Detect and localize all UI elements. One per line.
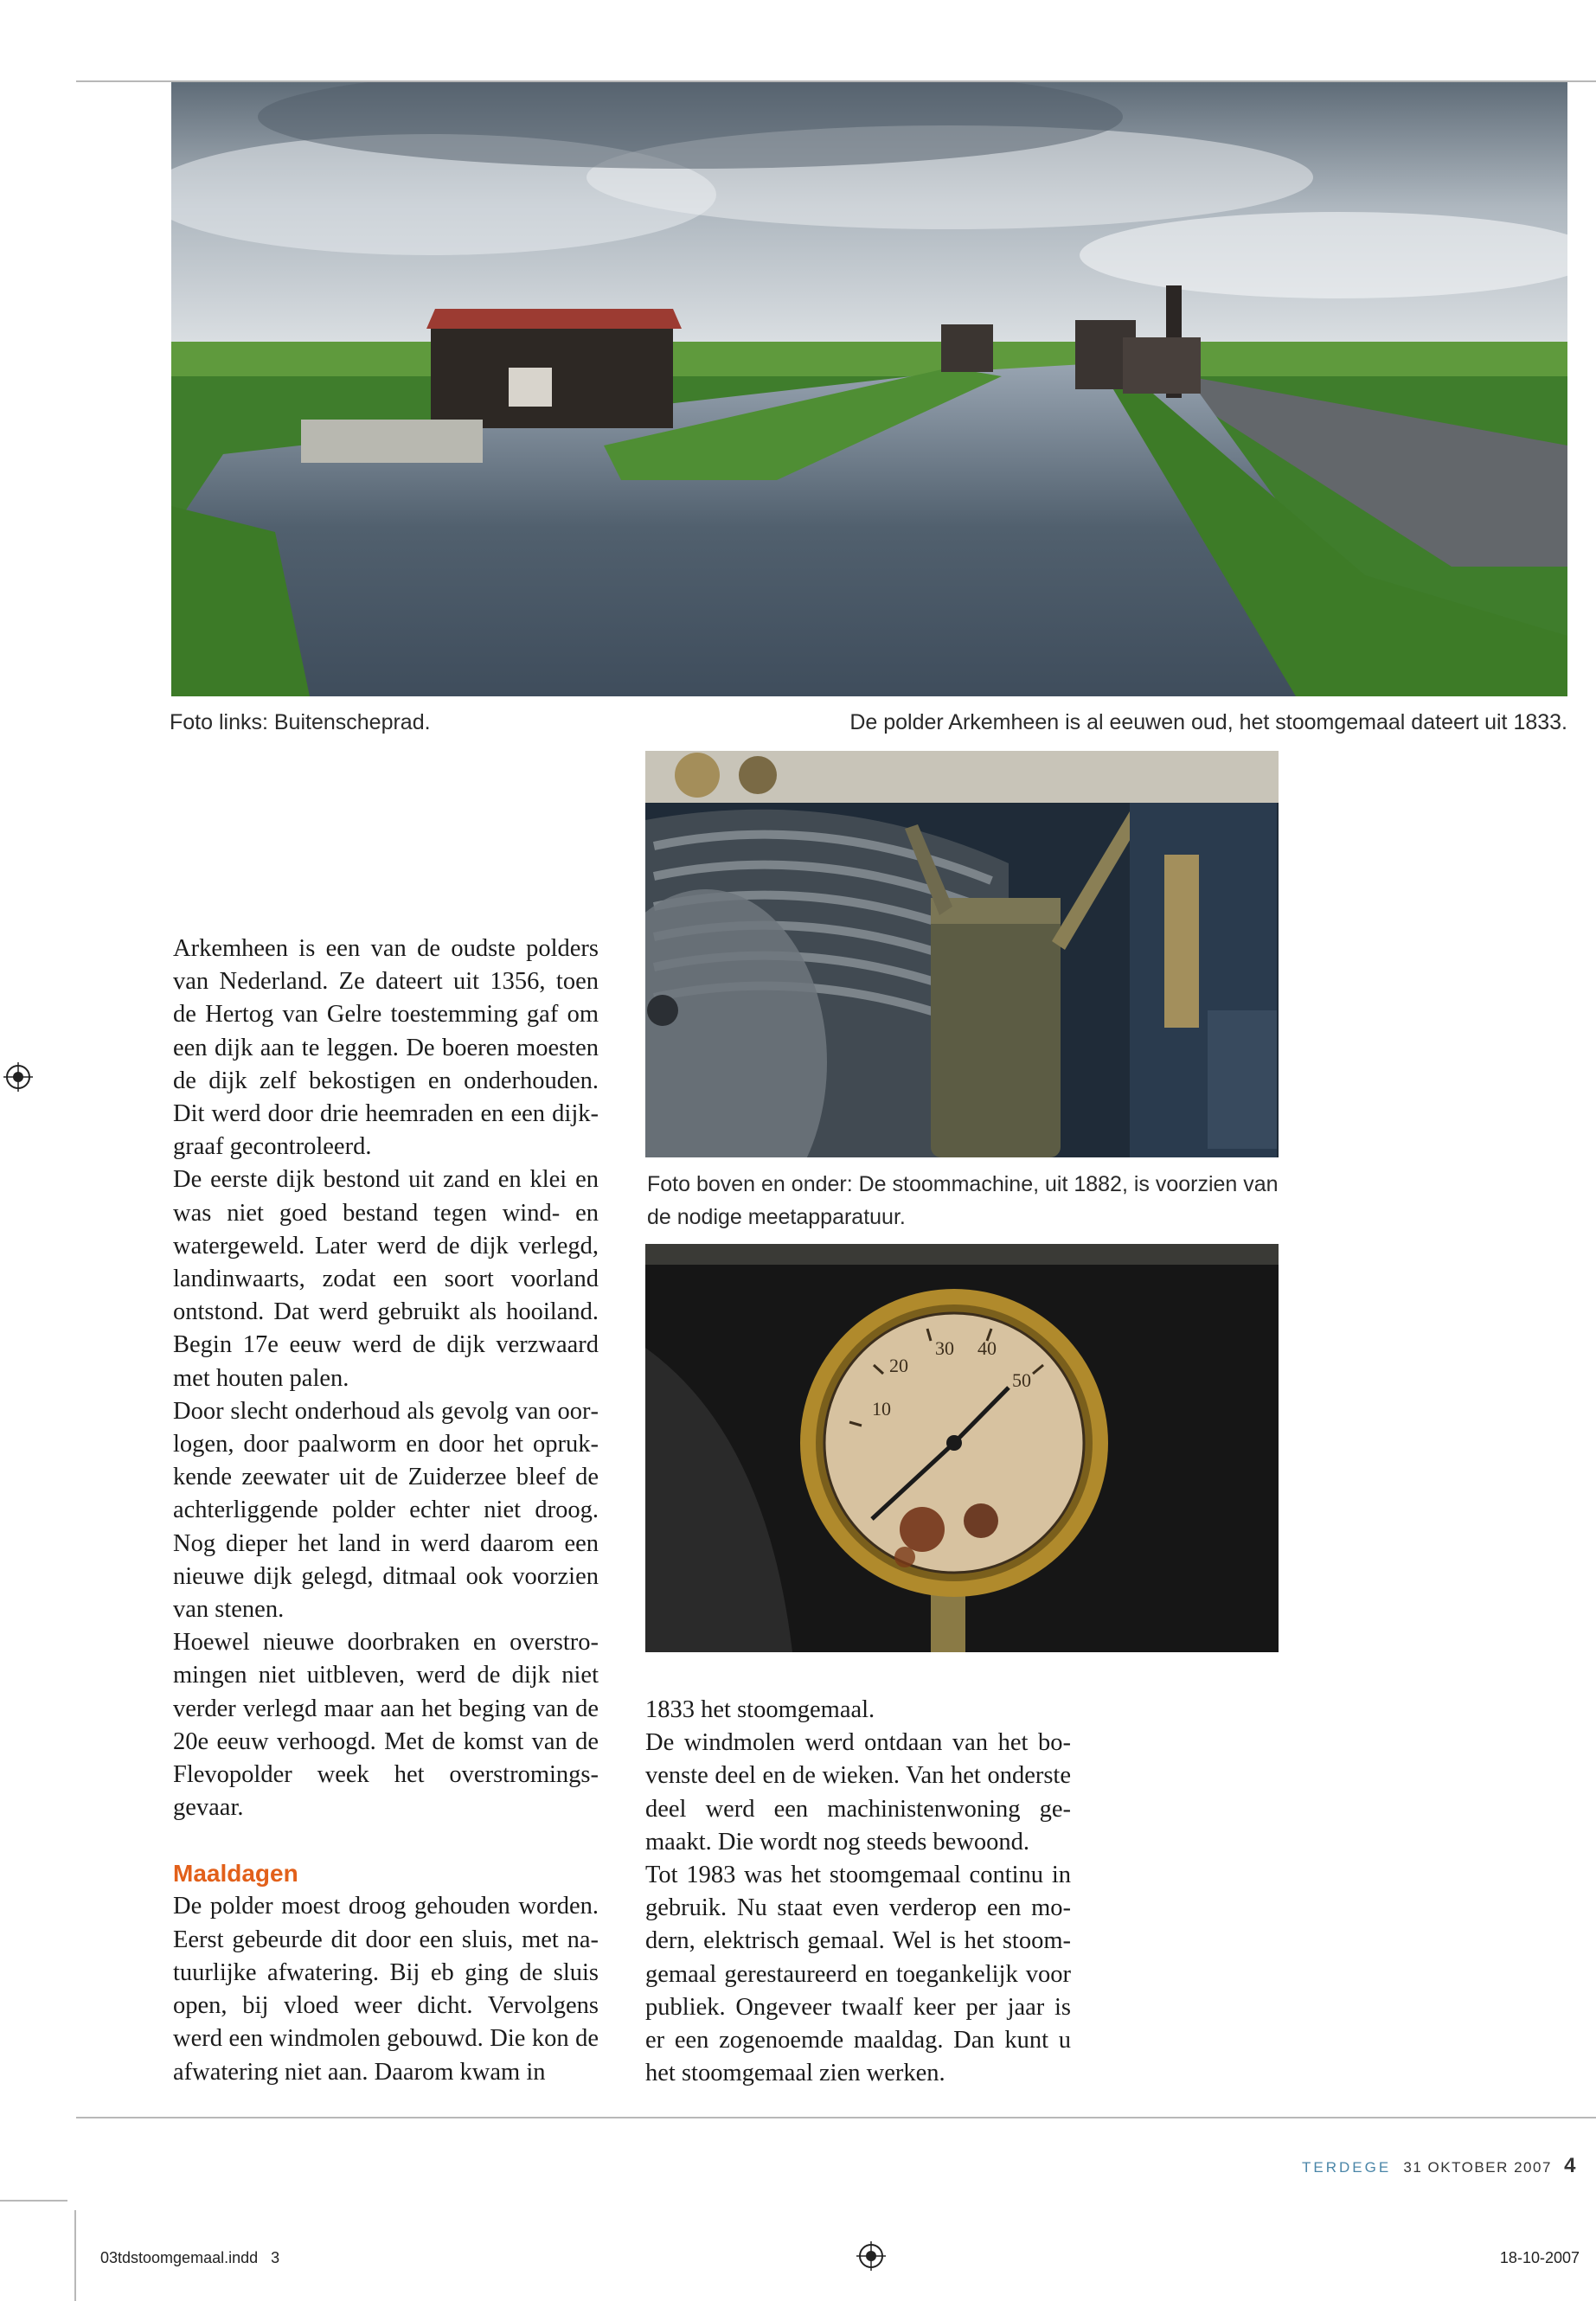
caption-top-left: Foto links: Buitenscheprad. <box>170 710 431 734</box>
paragraph: De eerste dijk bestond uit zand en klei en was niet goed bestand tegen wind- en watergeweld. Later werd de dijk verlegd, landinwaarts, zodat een soort voorland ontstond. Dat werd gebruikt als hooiland. Begin 17e eeuw werd de dijk verzwaard met houten palen. <box>173 1166 599 1392</box>
paragraph: Tot 1983 was het stoomgemaal continu in gebruik. Nu staat even verderop een modern, elektrisch gemaal. Wel is het stoomgemaal gerestaureerd en toegankelijk voor publiek. Ongeveer twaalf keer per jaar is er een zogenoemde maaldag. Dan kunt u het stoomgemaal zien werken. <box>645 1862 1071 2087</box>
slug-filename: 03tdstoomgemaal.indd <box>100 2249 259 2266</box>
polder-photo <box>171 82 1567 696</box>
paragraph: De windmolen werd ontdaan van het bovenste deel en de wieken. Van het onderste deel werd een machinistenwoning gemaakt. Die wordt nog steeds bewoond. <box>645 1729 1071 1856</box>
gauge-label-10: 10 <box>872 1398 891 1420</box>
paragraph: Hoewel nieuwe doorbraken en overstromingen niet uitbleven, werd de dijk niet verder verlegd maar aan het beging van de 20e eeuw verhoogd. Met de komst van de Flevopolder week het overstromingsgevaar. <box>173 1629 599 1822</box>
issue-date: 31 OKTOBER 2007 <box>1403 2159 1552 2176</box>
gauge-photo <box>645 1244 1279 1652</box>
paragraph: Arkemheen is een van de oudste polders van Nederland. Ze dateert uit 1356, toen de Hertog van Gelre toestemming gaf om een dijk aan te leggen. De boeren moesten de dijk zelf bekostigen en onderhouden. Dit werd door drie heemraden en een dijkgraaf gecontroleerd. <box>173 935 599 1161</box>
steam-engine-oilcan-photo <box>645 751 1279 1157</box>
print-slug <box>100 2249 279 2267</box>
caption-middle: Foto boven en onder: De stoommachine, uit 1882, is voorzien van de nodige meetapparatuur. <box>647 1172 1279 1229</box>
paragraph: Door slecht onderhoud als gevolg van oorlogen, door paalworm en door het oprukkende zeewater uit de Zuiderzee bleef de achterliggende polder echter niet droog. Nog dieper het land in werd daarom een nieuwe dijk gelegd, ditmaal ook voorzien van stenen. <box>173 1397 599 1624</box>
page-number: 4 <box>1564 2154 1577 2177</box>
paragraph: De polder moest droog gehouden worden. Eerst gebeurde dit door een sluis, met natuurlijke afwatering. Bij eb ging de sluis open, bij vloed weer dicht. Vervolgens werd een windmolen gebouwd. Die kon de afwatering niet aan. Daarom kwam in <box>173 1893 599 2086</box>
gauge-label-20: 20 <box>889 1355 908 1376</box>
gauge-label-40: 40 <box>977 1337 997 1359</box>
crop-mark-line <box>0 2200 67 2202</box>
oilcan-photo <box>645 751 1279 1157</box>
caption-top-right: De polder Arkemheen is al eeuwen oud, het stoomgemaal dateert uit 1833. <box>849 710 1567 734</box>
crop-mark-line-vertical <box>74 2210 76 2301</box>
paragraph: 1833 het stoomgemaal. <box>645 1696 875 1723</box>
slug-print-date: 18-10-2007 <box>1499 2249 1580 2266</box>
bottom-frame-line <box>76 2117 1596 2118</box>
article-right-column <box>645 1694 1071 2090</box>
article-left-column <box>173 933 599 2089</box>
page-folio <box>1302 2154 1577 2178</box>
slug-page: 3 <box>271 2249 280 2266</box>
magazine-name: TERDEGE <box>1301 2159 1392 2176</box>
gauge-label-30: 30 <box>935 1337 954 1359</box>
polder-pumping-station-photo <box>171 82 1567 696</box>
registration-mark-icon <box>3 1062 33 1092</box>
section-heading: Maaldagen <box>173 1860 298 1888</box>
gauge-label-50: 50 <box>1012 1369 1031 1391</box>
pressure-gauge-photo <box>645 1244 1279 1652</box>
registration-mark-icon <box>856 2241 886 2271</box>
